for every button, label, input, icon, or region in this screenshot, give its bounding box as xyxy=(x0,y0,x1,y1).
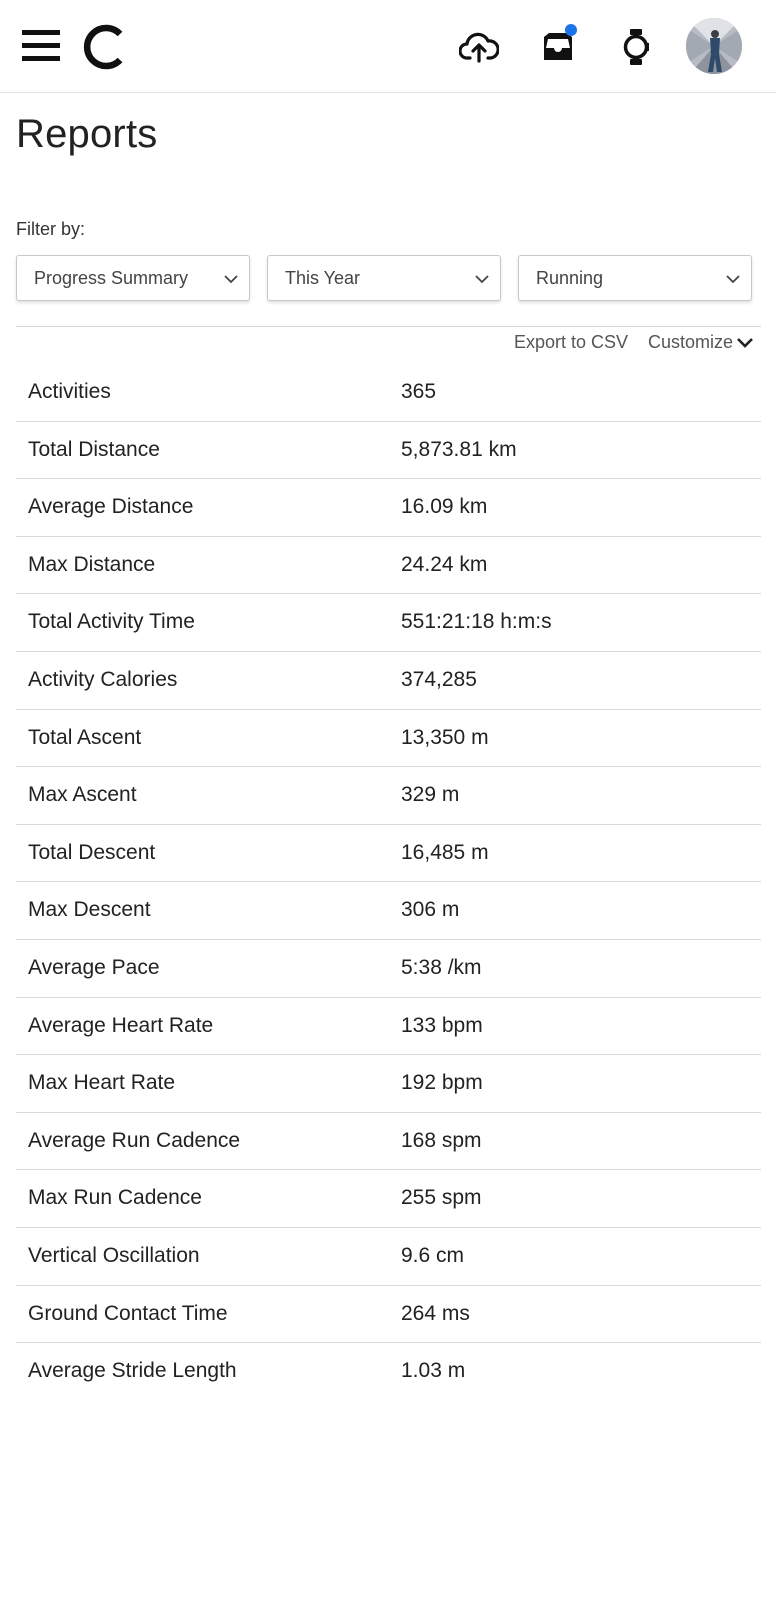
section-divider xyxy=(16,326,761,327)
stat-value: 133 bpm xyxy=(401,1013,483,1037)
table-row xyxy=(16,537,761,595)
time-range-value: This Year xyxy=(285,268,361,288)
table-row xyxy=(16,710,761,768)
stat-label: Vertical Oscillation xyxy=(28,1243,200,1267)
stat-value: 329 m xyxy=(401,783,460,807)
report-type-select[interactable] xyxy=(16,255,250,301)
table-row xyxy=(16,1055,761,1113)
stat-value: 5:38 /km xyxy=(401,955,482,979)
watch-icon[interactable] xyxy=(613,24,659,70)
stat-label: Average Pace xyxy=(28,955,160,979)
chevron-down-icon xyxy=(474,271,490,287)
table-row xyxy=(16,422,761,480)
stat-value: 1.03 m xyxy=(401,1359,466,1383)
table-row xyxy=(16,594,761,652)
chevron-down-icon xyxy=(736,336,754,350)
stat-label: Activities xyxy=(28,380,111,403)
stat-label: Average Distance xyxy=(28,495,194,519)
stat-value: 374,285 xyxy=(401,667,477,691)
stat-label: Max Distance xyxy=(28,552,156,576)
stat-label: Average Stride Length xyxy=(28,1359,237,1383)
table-row xyxy=(16,825,761,883)
table-row xyxy=(16,998,761,1056)
activity-type-value: Running xyxy=(536,268,604,288)
stats-table xyxy=(16,364,761,1401)
garmin-connect-logo[interactable] xyxy=(82,24,128,70)
stat-value: 264 ms xyxy=(401,1301,470,1325)
stat-label: Max Run Cadence xyxy=(28,1186,202,1210)
customize-link[interactable] xyxy=(648,332,754,353)
stat-value: 16,485 m xyxy=(401,840,489,864)
page-title: Reports xyxy=(16,112,158,156)
stat-label: Total Ascent xyxy=(28,725,142,749)
stat-label: Activity Calories xyxy=(28,667,178,691)
stat-value: 16.09 km xyxy=(401,495,488,519)
activity-type-select[interactable] xyxy=(518,255,752,301)
stat-label: Max Heart Rate xyxy=(28,1071,176,1095)
stat-value: 192 bpm xyxy=(401,1071,483,1095)
table-row xyxy=(16,364,761,422)
filter-label: Filter by: xyxy=(16,219,86,239)
table-row xyxy=(16,1343,761,1401)
time-range-select[interactable] xyxy=(267,255,501,301)
chevron-down-icon xyxy=(223,271,239,287)
table-row xyxy=(16,652,761,710)
inbox-icon[interactable] xyxy=(535,24,581,70)
stat-value: 365 xyxy=(401,380,437,403)
table-row xyxy=(16,940,761,998)
stat-label: Average Heart Rate xyxy=(28,1013,214,1037)
stat-value: 255 spm xyxy=(401,1186,482,1210)
stat-value: 24.24 km xyxy=(401,552,488,576)
stat-label: Total Distance xyxy=(28,437,160,461)
top-navigation-bar xyxy=(0,0,776,93)
stat-label: Max Ascent xyxy=(28,783,137,807)
stat-value: 306 m xyxy=(401,898,460,922)
stat-label: Max Descent xyxy=(28,898,151,922)
stat-label: Average Run Cadence xyxy=(28,1128,241,1152)
stat-label: Total Activity Time xyxy=(28,610,195,634)
stat-value: 168 spm xyxy=(401,1128,482,1152)
report-type-value: Progress Summary xyxy=(34,268,189,288)
notification-dot xyxy=(565,24,577,36)
stat-value: 551:21:18 h:m:s xyxy=(401,610,552,634)
export-csv-link[interactable]: Export to CSV xyxy=(514,332,629,352)
stat-value: 13,350 m xyxy=(401,725,489,749)
chevron-down-icon xyxy=(725,271,741,287)
stat-value: 5,873.81 km xyxy=(401,437,517,461)
table-row xyxy=(16,1228,761,1286)
table-row xyxy=(16,882,761,940)
customize-label: Customize xyxy=(648,332,734,352)
table-row xyxy=(16,1286,761,1344)
upload-cloud-icon[interactable] xyxy=(456,24,502,70)
stat-value: 9.6 cm xyxy=(401,1243,465,1267)
stat-label: Total Descent xyxy=(28,840,156,864)
table-row xyxy=(16,479,761,537)
menu-icon[interactable] xyxy=(22,27,62,65)
table-row xyxy=(16,767,761,825)
stat-label: Ground Contact Time xyxy=(28,1301,228,1325)
table-row xyxy=(16,1170,761,1228)
table-row xyxy=(16,1113,761,1171)
avatar[interactable] xyxy=(686,18,742,74)
